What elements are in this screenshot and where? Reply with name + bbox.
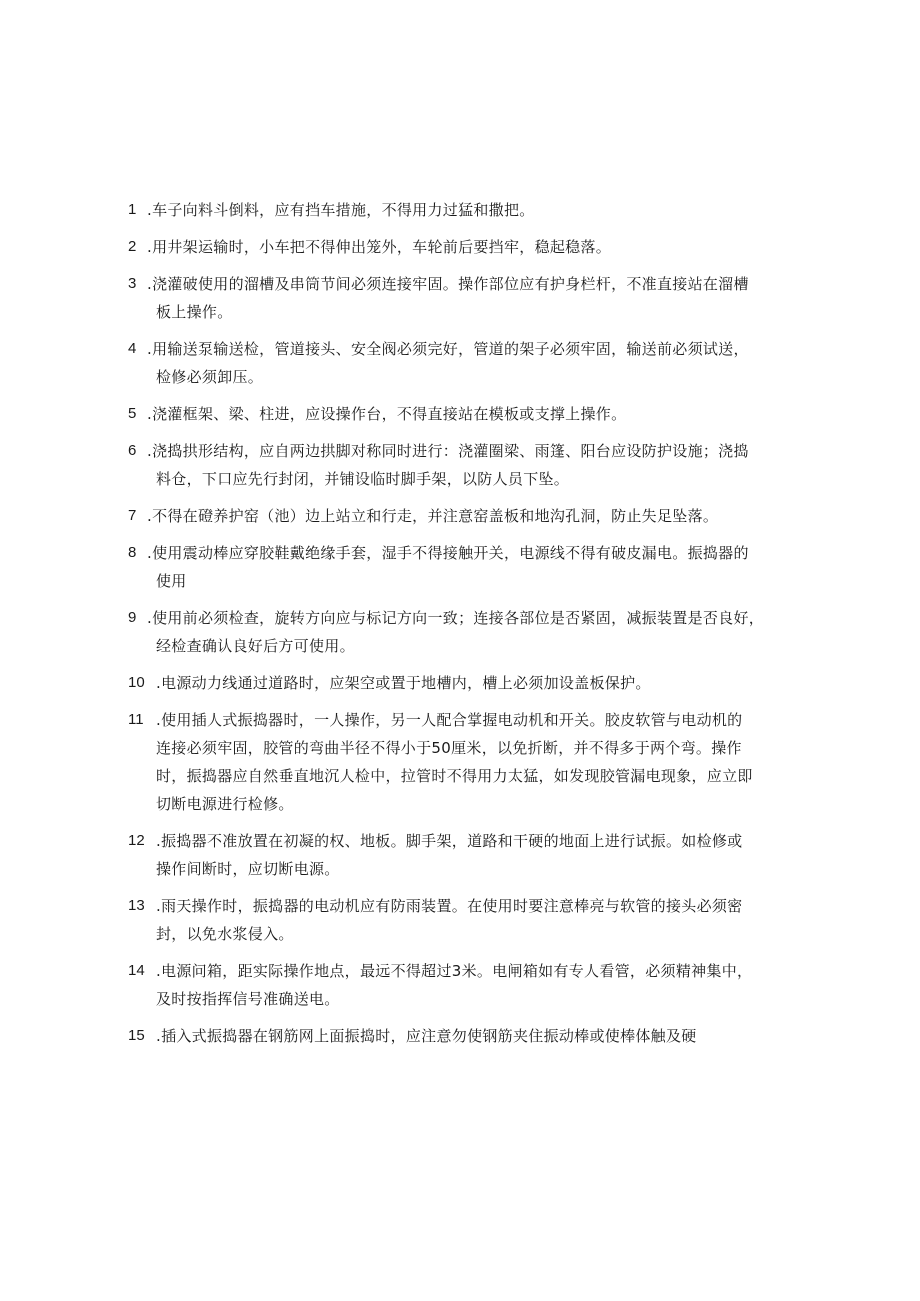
item-number: 8 — [128, 544, 137, 561]
item-text: .使用插人式振捣器时，一人操作，另一人配合掌握电动机和开关。胶皮软管与电动机的 — [156, 711, 743, 729]
list-item — [128, 604, 828, 660]
list-item — [128, 669, 828, 697]
item-text: .插入式振捣器在钢筋网上面振捣时，应注意勿使钢筋夹住振动棒或使棒体触及硬 — [156, 1027, 697, 1045]
item-text: .雨天操作时，振捣器的电动机应有防雨装置。在使用时要注意棒亮与软管的接头必须密 — [156, 897, 743, 915]
item-number: 5 — [128, 405, 137, 422]
item-number: 3 — [128, 275, 137, 292]
list-item — [128, 706, 828, 818]
item-text: .用输送泵输送检，管道接头、安全阀必须完好，管道的架子必须牢固，输送前必须试送， — [147, 340, 749, 358]
item-text: .浇灌破使用的溜槽及串筒节间必须连接牢固。操作部位应有护身栏杆，不准直接站在溜槽 — [147, 275, 749, 293]
list-item — [128, 196, 828, 224]
item-text: .浇捣拱形结构，应自两边拱脚对称同时进行：浇灌圈梁、雨篷、阳台应设防护设施；浇捣 — [147, 442, 749, 460]
item-text: .使用震动棒应穿胶鞋戴绝缘手套，湿手不得接触开关，电源线不得有破皮漏电。振捣器的 — [147, 544, 749, 562]
item-text: .车子向料斗倒料，应有挡车措施，不得用力过猛和撒把。 — [147, 201, 535, 219]
item-text: .不得在磴养护窑（池）边上站立和行走，并注意窑盖板和地沟孔洞，防止失足坠落。 — [147, 507, 719, 525]
list-item — [128, 1022, 828, 1050]
item-number: 9 — [128, 609, 137, 626]
list-item — [128, 827, 828, 883]
item-number: 13 — [128, 897, 145, 914]
item-text-continued: 及时按指挥信号准确送电。 — [156, 990, 340, 1008]
item-text: .振捣器不准放置在初凝的权、地板。脚手架，道路和干硬的地面上进行试振。如检修或 — [156, 832, 743, 850]
list-item — [128, 400, 828, 428]
item-text: .电源问箱，距实际操作地点，最远不得超过3米。电闸箱如有专人看管，必须精神集中， — [156, 962, 753, 980]
item-text-continued: 封，以免水浆侵入。 — [156, 925, 294, 943]
safety-rules-list — [128, 196, 828, 1059]
item-number: 7 — [128, 507, 137, 524]
item-text: .用井架运输时，小车把不得伸出笼外，车轮前后要挡牢，稳起稳落。 — [147, 238, 612, 256]
list-item — [128, 892, 828, 948]
list-item — [128, 502, 828, 530]
list-item — [128, 335, 828, 391]
item-text: .使用前必须检查，旋转方向应与标记方向一致；连接各部位是否紧固，减振装置是否良好， — [147, 609, 765, 627]
item-text-continued: 料仓，下口应先行封闭，并铺设临时脚手架，以防人员下坠。 — [156, 470, 570, 488]
item-text: .电源动力线通过道路时，应架空或置于地槽内，槽上必须加设盖板保护。 — [156, 674, 651, 692]
item-text-continued: 时，振捣器应自然垂直地沉人检中，拉管时不得用力太猛，如发现胶管漏电现象，应立即 — [156, 767, 753, 785]
item-text-continued: 检修必须卸压。 — [156, 368, 264, 386]
item-text-continued: 切断电源进行检修。 — [156, 795, 294, 813]
list-item — [128, 957, 828, 1013]
item-text-continued: 连接必须牢固，胶管的弯曲半径不得小于50厘米，以免折断，并不得多于两个弯。操作 — [156, 739, 742, 757]
list-item — [128, 270, 828, 326]
item-number: 1 — [128, 201, 137, 218]
item-text-continued: 经检查确认良好后方可使用。 — [156, 637, 355, 655]
item-text-continued: 板上操作。 — [156, 303, 233, 321]
item-number: 2 — [128, 238, 137, 255]
list-item — [128, 233, 828, 261]
item-number: 4 — [128, 340, 137, 357]
item-text: .浇灌框架、梁、柱进，应设操作台，不得直接站在模板或支撑上操作。 — [147, 405, 627, 423]
item-text-continued: 使用 — [156, 572, 187, 590]
item-text-continued: 操作间断时，应切断电源。 — [156, 860, 340, 878]
list-item — [128, 437, 828, 493]
item-number: 12 — [128, 832, 145, 849]
item-number: 14 — [128, 962, 145, 979]
item-number: 6 — [128, 442, 137, 459]
item-number: 10 — [128, 674, 145, 691]
item-number: 15 — [128, 1027, 145, 1044]
item-number: 11 — [128, 711, 144, 728]
list-item — [128, 539, 828, 595]
